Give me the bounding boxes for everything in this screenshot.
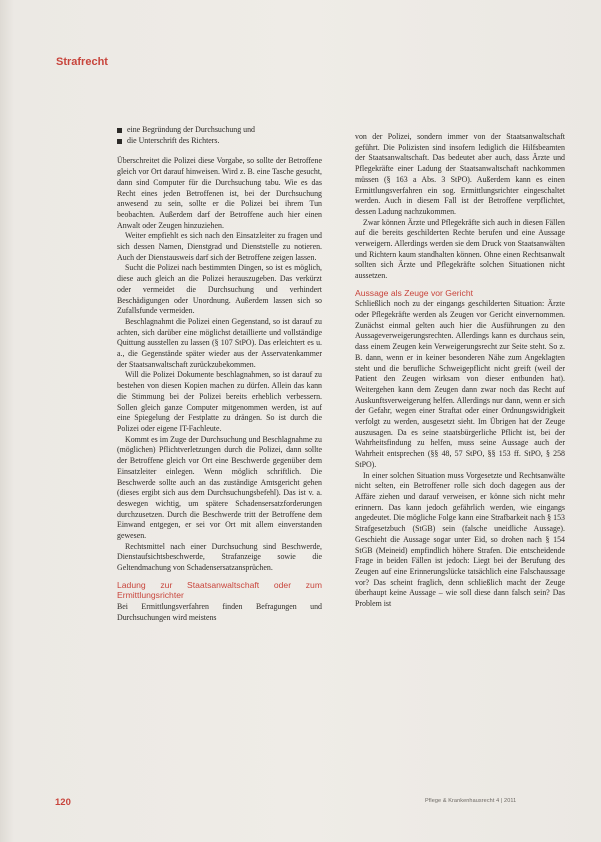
body-paragraph: von der Polizei, sondern immer von der Staatsanwaltschaft geführt. Die Polizisten sind insofern lediglich die Hilfsbeamten der Staatsanwaltschaft. Das bedeutet aber auch, dass Ärzte und Pflegekräfte einer Ladung der Staatsanwaltschaft nachkommen müssen (§ 163 a Abs. 3 StPO). Außerdem kann es einen Ermittlungsverfahren ein sog. Ermittlungsrichter eingeschaltet werden. Auch in diesem Fall ist der Betroffene verpflichtet, dessen Ladung nachzukommen. [355, 132, 565, 216]
body-paragraph: Beschlagnahmt die Polizei einen Gegenstand, so ist darauf zu achten, sich darüber eine möglichst detaillierte und vollständige Quittung ausstellen zu lassen (§ 107 StPO). Das erleichtert es u. a., die Gegenstände später wieder aus der Asservatenkammer der Staatsanwaltschaft zurückzubekommen. [117, 316, 322, 369]
body-paragraph: Sucht die Polizei nach bestimmten Dingen, so ist es möglich, diese auch gleich an die Polizei herauszugeben. Das verkürzt oder vermeidet die Durchsuchung und verhindert Beschädigungen oder Unordnung. Außerdem lassen sich so Zufallsfunde vermeiden. [117, 263, 322, 316]
body-paragraph: Weiter empfiehlt es sich nach den Einsatzleiter zu fragen und sich dessen Namen, Dienstgrad und Dienststelle zu notieren. Auch der Dienstausweis darf sich der Betroffene zeigen lassen. [117, 231, 322, 262]
list-item: die Unterschrift des Richters. [117, 136, 322, 147]
body-paragraph: Rechtsmittel nach einer Durchsuchung sind Beschwerde, Dienstaufsichtsbeschwerde, Strafanzeige sowie die Geltendmachung von Schadensersatzansprüchen. [117, 541, 322, 573]
subheading-ladung: Ladung zur Staatsanwaltschaft oder zum Ermittlungsrichter [117, 579, 322, 601]
body-paragraph: Kommt es im Zuge der Durchsuchung und Beschlagnahme zu (möglichen) Pflichtverletzungen durch die Polizei, dann sollte der Betroffene gleich vor Ort eine Beschwerde gegenüber dem Einsatzleiter einlegen. Wenn möglich schriftlich. Die Beschwerde sollte auch an das zuständige Amtsgericht gehen (dieses ergibt sich aus dem Durchsuchungsbefehl). Das ist v. a. deswegen wichtig, um spätere Schadensersatzforderungen durchzusetzen. Durch die Beschwerde tritt der Betroffene dem Einwand entgegen, er sei vor Ort mit allem einverstanden gewesen. [117, 434, 322, 541]
list-item: eine Begründung der Durchsuchung und [117, 125, 322, 136]
body-paragraph: Zwar können Ärzte und Pflegekräfte sich auch in diesen Fällen auf die bereits geschilderten Rechte berufen und eine Aussage verweigern. Allerdings werden sie dem Druck von Staatsanwälten und Richtern kaum standhalten können. Ohne einen Rechtsanwalt sollten sich Ärzte und Pflegekräfte solchen Situationen nicht aussetzen. [355, 217, 565, 281]
journal-footer: Pflege & Krankenhausrecht 4 | 2011 [425, 798, 517, 804]
body-paragraph: Überschreitet die Polizei diese Vorgabe, so sollte der Betroffene gleich vor Ort darauf hinweisen. Wird z. B. eine Tasche gesucht, dann sind Computer für die Durchsuchung tabu. Wie es das Recht eines jeden Betroffenen ist, bei der Durchsuchung anwesend zu sein, sollte er die Polizei bei ihrem Tun beobachten. Außerdem darf der Betroffene auch hier einen Anwalt oder Zeugen hinzuziehen. [117, 156, 322, 230]
requirement-list [117, 125, 322, 146]
body-paragraph: In einer solchen Situation muss Vorgesetzte und Rechtsanwälte nicht selten, ein Betroffener rolle sich doch dagegen aus der Affäre ziehen und darauf verweisen, er könne sich nicht mehr erinnern. Das kann jedoch gefährlich werden, wie eingangs angedeutet. Die mögliche Folge kann eine Strafbarkeit nach § 153 Strafgesetzbuch (StGB) sein (falsche uneidliche Aussage). Geschieht die Aussage sogar unter Eid, so drohen nach § 154 StGB (Meineid) empfindlich höhere Strafen. Die entscheidende Frage in beiden Fällen ist jedoch: Liegt bei der Berufung des Zeugen auf eine Erinnerungslücke tatsächlich eine Falschaussage vor? Das scheint fraglich, denn schließlich macht der Zeuge überhaupt keine Aussage – wie soll diese dann falsch sein? Das Problem ist [355, 470, 565, 609]
right-column [355, 132, 565, 610]
body-paragraph: Bei Ermittlungsverfahren finden Befragungen und Durchsuchungen wird meistens [117, 601, 322, 622]
page-number: 120 [55, 797, 71, 808]
section-label: Strafrecht [56, 56, 108, 68]
body-paragraph: Will die Polizei Dokumente beschlagnahmen, so ist darauf zu bestehen von diesen Kopien machen zu dürfen. Allein das kann die Stimmung bei der Polizei bereits erheblich verbessern. Sollen gleich ganze Computer mitgenommen werden, ist auf eine Spiegelung der Festplatte zu drängen. So ist durch die Polizei oder eigene IT-Fachleute. [117, 370, 322, 433]
body-paragraph: Schließlich noch zu der eingangs geschilderten Situation: Ärzte oder Pflegekräfte werden als Zeugen vor Gericht einvernommen. Zunächst einmal gelten auch hier die Ausführungen zu den Aussageverweigerungsrechten. Allerdings kann es durchaus sein, dass einem Zeugen kein Verweigerungsrecht zur Seite steht. So z. B. dann, wenn er in keiner besonderen Nähe zum Angeklagten steht und die berufliche Schweigepflicht nicht greift (weil der Patient den Zeugen wirksam von dieser entbunden hat). Weitergehen kann dem Zeugen dann zwar noch das Recht auf Auskunftsverweigerung helfen. Allerdings nur dann, wenn er sich der Gefahr, wegen einer Straftat oder einer Ordnungswidrigkeit verfolgt zu werden, ausgesetzt sieht. Im Übrigen hat der Zeuge auszusagen. Da es seine staatsbürgerliche Pflicht ist, bei der Wahrheitsfindung zu helfen, muss seine Aussage auch der Wahrheit entsprechen (§§ 48, 57 StPO, §§ 153 ff. StPO, § 258 StPO). [355, 299, 565, 469]
left-column [117, 125, 322, 623]
subheading-zeuge: Aussage als Zeuge vor Gericht [355, 287, 473, 298]
